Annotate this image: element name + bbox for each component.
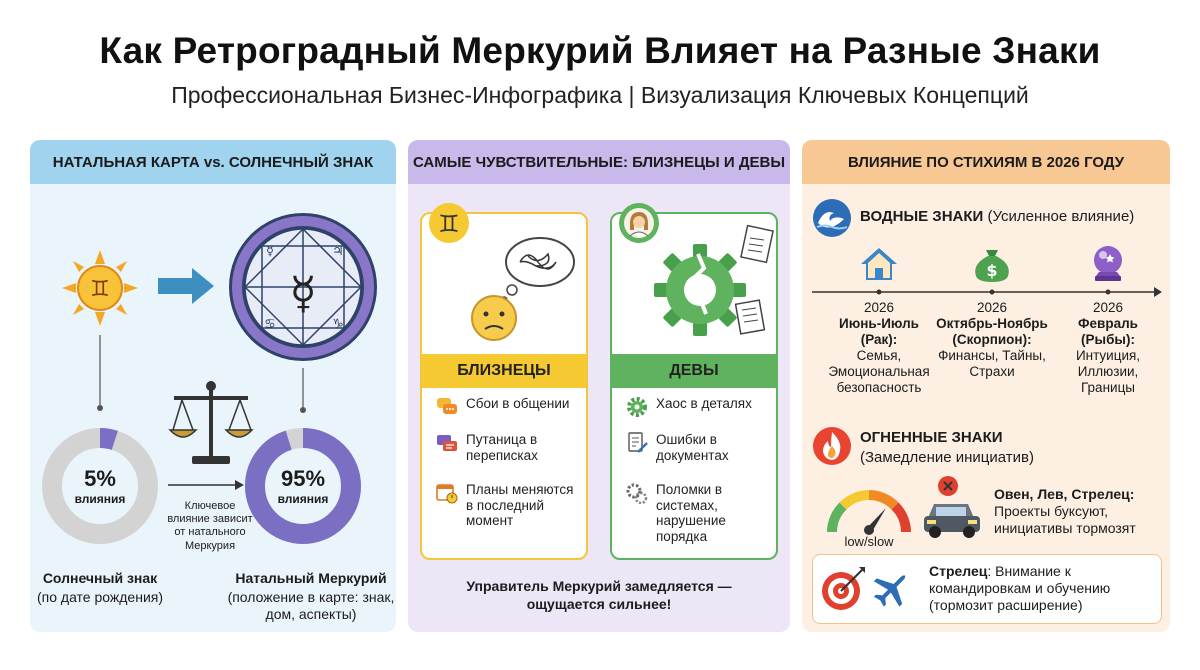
virgo-card bbox=[610, 212, 778, 560]
fire-signs-list: Овен, Лев, Стрелец: bbox=[994, 486, 1135, 502]
page-title: Как Ретроградный Меркурий Влияет на Разные Знаки bbox=[99, 30, 1101, 71]
virgo-item-text: Ошибки в документах bbox=[656, 432, 729, 463]
broken-cogs-icon bbox=[626, 482, 648, 504]
sun-sign-subtitle: (по дате рождения) bbox=[36, 589, 164, 605]
natal-mercury-title: Натальный Меркурий bbox=[235, 570, 387, 586]
natal-mercury-subtitle: (положение в карте: знак, дом, аспекты) bbox=[227, 589, 395, 622]
page-subtitle: Профессиональная Бизнес-Инфографика | Визуализация Ключевых Концепций bbox=[171, 82, 1029, 108]
sagittarius-desc: : Внимание к командировкам и обучению (тормозит расширение) bbox=[929, 563, 1111, 613]
virgo-item bbox=[626, 482, 774, 544]
timeline-entry bbox=[824, 300, 934, 396]
sun-influence-label: влияния bbox=[74, 492, 126, 506]
virgo-item bbox=[626, 396, 752, 418]
svg-text:☿: ☿ bbox=[289, 268, 317, 319]
chat-bubbles-icon bbox=[436, 396, 458, 418]
natal-influence-label: влияния bbox=[277, 492, 329, 506]
sagittarius-text bbox=[929, 563, 1157, 613]
stopped-car-icon bbox=[922, 474, 982, 540]
virgo-label: ДЕВЫ bbox=[612, 354, 776, 388]
water-signs-note: (Усиленное влияние) bbox=[987, 208, 1135, 225]
document-edit-icon bbox=[626, 432, 648, 454]
panel-heading: САМЫЕ ЧУВСТВИТЕЛЬНЫЕ: БЛИЗНЕЦЫ И ДЕВЫ bbox=[408, 140, 790, 184]
natal-vs-sun-panel bbox=[30, 140, 396, 632]
sensitive-signs-panel bbox=[408, 140, 790, 632]
gemini-item-text: Путаница в переписках bbox=[466, 432, 538, 463]
balance-scale-icon bbox=[168, 378, 254, 470]
fire-signs-title: ОГНЕННЫЕ ЗНАКИ bbox=[860, 429, 1003, 446]
timeline-period: Июнь-Июль (Рак): bbox=[839, 315, 919, 347]
svg-text:☿: ☿ bbox=[266, 244, 274, 259]
gemini-item bbox=[436, 482, 584, 529]
fire-signs-info bbox=[994, 486, 1162, 536]
money-bag-icon bbox=[972, 242, 1012, 284]
mercury-ruler-note: Управитель Меркурий замедляется — ощущается сильнее! bbox=[466, 578, 732, 612]
timeline-entry bbox=[1058, 300, 1158, 396]
timeline-year: 2026 bbox=[863, 300, 895, 315]
target-icon bbox=[819, 565, 867, 613]
gemini-item bbox=[436, 432, 576, 463]
crystal-ball-icon bbox=[1088, 242, 1128, 284]
fire-signs-effect: Проекты буксуют, инициативы тормозят bbox=[994, 502, 1136, 536]
virgo-item bbox=[626, 432, 766, 463]
svg-text:♊: ♊ bbox=[90, 277, 110, 302]
timeline-desc: Семья, Эмоциональная безопасность bbox=[828, 347, 930, 395]
elements-2026-panel bbox=[802, 140, 1170, 632]
gauge-label: low/slow bbox=[844, 534, 894, 549]
confused-face-icon bbox=[462, 226, 582, 346]
calendar-clock-icon bbox=[436, 482, 458, 504]
speed-gauge-icon bbox=[824, 480, 914, 538]
gear-icon bbox=[626, 396, 648, 418]
fire-signs-note: (Замедление инициатив) bbox=[860, 448, 1034, 466]
timeline-desc: Интуиция, Иллюзии, Границы bbox=[1075, 347, 1141, 395]
gemini-label: БЛИЗНЕЦЫ bbox=[422, 354, 586, 388]
virgo-item-text: Поломки в системах, нарушение порядка bbox=[656, 482, 726, 544]
gemini-item-text: Сбои в общении bbox=[466, 396, 570, 411]
fire-icon bbox=[812, 426, 852, 466]
messages-icon bbox=[436, 432, 458, 454]
gemini-item bbox=[436, 396, 569, 418]
timeline-year: 2026 bbox=[976, 300, 1008, 315]
airplane-icon bbox=[871, 567, 915, 611]
home-icon bbox=[859, 244, 899, 284]
svg-text:♊: ♊ bbox=[438, 210, 460, 238]
water-signs-title: ВОДНЫЕ ЗНАКИ bbox=[860, 208, 984, 225]
svg-text:♃: ♃ bbox=[332, 244, 344, 259]
key-influence-note: Ключевое влияние зависит от натального Меркурия bbox=[167, 500, 253, 552]
fire-heading bbox=[860, 428, 1034, 467]
gemini-card bbox=[420, 212, 588, 560]
svg-text:$: $ bbox=[986, 261, 998, 280]
panel-heading: НАТАЛЬНАЯ КАРТА vs. СОЛНЕЧНЫЙ ЗНАК bbox=[30, 140, 396, 184]
virgo-item-text: Хаос в деталях bbox=[656, 396, 752, 411]
timeline-year: 2026 bbox=[1092, 300, 1124, 315]
timeline-period: Октябрь-Ноябрь (Скорпион): bbox=[936, 315, 1048, 347]
timeline-desc: Финансы, Тайны, Страхи bbox=[938, 347, 1046, 379]
timeline-entry bbox=[932, 300, 1052, 380]
gemini-item-text: Планы меняются в последний момент bbox=[466, 482, 574, 529]
timeline-period: Февраль (Рыбы): bbox=[1078, 315, 1138, 347]
sun-influence-value: 5% bbox=[84, 466, 116, 491]
sun-sign-title: Солнечный знак bbox=[42, 570, 158, 586]
broken-gear-icon bbox=[652, 222, 776, 346]
panel-heading: ВЛИЯНИЕ ПО СТИХИЯМ В 2026 ГОДУ bbox=[802, 140, 1170, 184]
svg-text:♋: ♋ bbox=[264, 317, 276, 332]
sagittarius-callout bbox=[812, 554, 1162, 624]
svg-text:♑: ♑ bbox=[332, 317, 344, 332]
natal-influence-value: 95% bbox=[280, 466, 326, 491]
sagittarius-name: Стрелец bbox=[929, 563, 988, 579]
